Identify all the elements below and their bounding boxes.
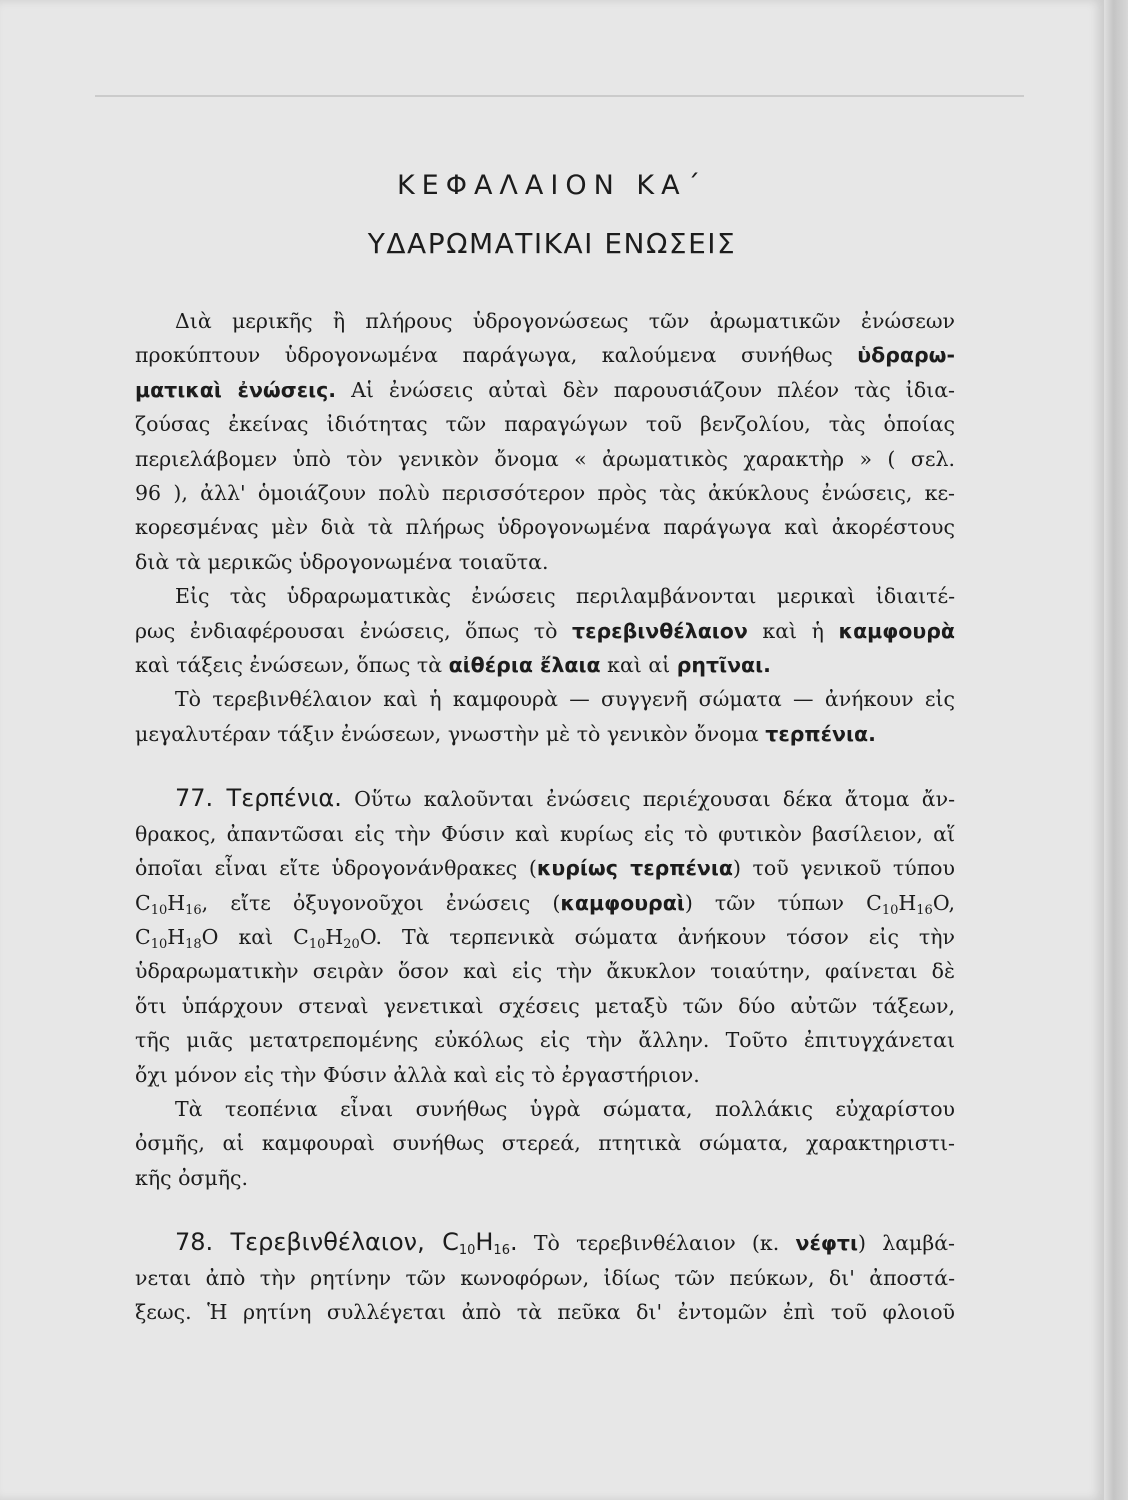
- bold-term: ὑδραρω-: [857, 343, 955, 368]
- bold-term: ρητῖναι.: [676, 653, 771, 678]
- formula: $C_{10}H_{16}O$: [866, 890, 949, 918]
- text-line: μεγαλυτέραν τάξιν ἐνώσεων, γνωστὴν μὲ τὸ γενικὸν ὄνομα τερπένια.: [135, 721, 876, 746]
- text-line: νεται ἀπὸ τὴν ρητίνην τῶν κωνοφόρων, ἰδίως τῶν πεύκων, δι' ἀποστά-: [135, 1265, 955, 1290]
- text-line: περιελάβομεν ὑπὸ τὸν γενικὸν ὄνομα « ἀρωματικὸς χαρακτὴρ » ( σελ.: [135, 446, 955, 471]
- bold-term: καμφουρὰ: [838, 618, 955, 643]
- text-line: ὁποῖαι εἶναι εἴτε ὑδρογονάνθρακες (κυρίως τερπένια) τοῦ γενικοῦ τύπου: [135, 856, 955, 881]
- text-line: Διὰ μερικῆς ἢ πλήρους ὑδρογονώσεως τῶν ἀρωματικῶν ἐνώσεων: [175, 309, 955, 333]
- formula: $C_{10}H_{16}$: [135, 890, 202, 918]
- page-edge: [1104, 0, 1128, 1500]
- text-line: $C_{10}H_{16}$, εἴτε ὀξυγονοῦχοι ἐνώσεις (καμφουραὶ) τῶν τύπων $C_{10}H_{16}O$,: [135, 890, 955, 918]
- text-line: τῆς μιᾶς μετατρεπομένης εὐκόλως εἰς τὴν ἄλλην. Τοῦτο ἐπιτυγχάνεται: [135, 1028, 955, 1053]
- bold-term: αἰθέρια ἔλαια: [448, 653, 601, 678]
- bold-term: τερπένια.: [765, 721, 876, 746]
- bold-term: τερεβινθέλαιον: [572, 618, 748, 643]
- formula: $C_{10}H_{18}O$: [135, 924, 219, 952]
- text-line: 96 ), ἀλλ' ὁμοιάζουν πολὺ περισσότερον πρὸς τὰς ἀκύκλους ἐνώσεις, κε-: [135, 481, 955, 506]
- text-line: Τὰ τεοπένια εἶναι συνήθως ὑγρὰ σώματα, πολλάκις εὐχαρίστου: [175, 1096, 955, 1121]
- text-line: 77. Τερπένια. Οὕτω καλοῦνται ἐνώσεις περιέχουσαι δέκα ἄτομα ἄν-: [175, 784, 955, 813]
- text-line: κορεσμένας μὲν διὰ τὰ πλήρως ὑδρογονωμένα παράγωγα καὶ ἀκορέστους: [135, 515, 955, 540]
- text-line: Τὸ τερεβινθέλαιον καὶ ἡ καμφουρὰ — συγγενῆ σώματα — ἀνήκουν εἰς: [175, 687, 955, 712]
- text-line: κῆς ὀσμῆς.: [135, 1165, 249, 1190]
- bold-term: ματικαὶ ἐνώσεις.: [135, 377, 337, 402]
- bold-term: νέφτι: [795, 1231, 858, 1256]
- section-heading-77: 77. Τερπένια.: [175, 784, 342, 813]
- page-body: [135, 304, 955, 1329]
- text-line: ματικαὶ ἐνώσεις. Αἱ ἐνώσεις αὐταὶ δὲν παρουσιάζουν πλέον τὰς ἰδια-: [135, 377, 955, 402]
- text-line: ὀσμῆς, αἱ καμφουραὶ συνήθως στερεά, πτητικὰ σώματα, χαρακτηριστι-: [135, 1131, 955, 1156]
- text-line: 78. Τερεβινθέλαιον, $C_{10}H_{16}$. Τὸ τερεβινθέλαιον (κ. νέφτι) λαμβά-: [175, 1228, 955, 1259]
- chapter-title: ΥΔΑΡΩΜΑΤΙΚΑΙ ΕΝΩΣΕΙΣ: [367, 227, 737, 260]
- section-heading-78: 78. Τερεβινθέλαιον, $C_{10}H_{16}$.: [175, 1228, 518, 1259]
- bold-term: κυρίως τερπένια: [536, 856, 733, 881]
- formula: $C_{10}H_{16}$: [442, 1228, 510, 1259]
- text-line: καὶ τάξεις ἐνώσεων, ὅπως τὰ αἰθέρια ἔλαια καὶ αἱ ρητῖναι.: [135, 653, 771, 678]
- text-line: ζούσας ἐκείνας ἰδιότητας τῶν παραγώγων τοῦ βενζολίου, τὰς ὁποίας: [135, 412, 955, 437]
- text-line: θρακος, ἀπαντῶσαι εἰς τὴν Φύσιν καὶ κυρίως εἰς τὸ φυτικὸν βασίλειον, αἵ: [135, 821, 955, 846]
- text-line: ὅτι ὑπάρχουν στεναὶ γενετικαὶ σχέσεις μεταξὺ τῶν δύο αὐτῶν τάξεων,: [135, 993, 955, 1018]
- text-line: $C_{10}H_{18}O$ καὶ $C_{10}H_{20}O$. Τὰ τερπενικὰ σώματα ἀνήκουν τόσον εἰς τὴν: [135, 924, 955, 952]
- bleed-through-header: [95, 55, 1024, 97]
- text-line: ὑδραρωματικὴν σειρὰν ὅσον καὶ εἰς τὴν ἄκυκλον τοιαύτην, φαίνεται δὲ: [135, 959, 955, 984]
- text-line: ὄχι μόνον εἰς τὴν Φύσιν ἀλλὰ καὶ εἰς τὸ ἐργαστήριον.: [135, 1062, 700, 1087]
- chapter-number: ΚΕΦΑΛΑΙΟΝ ΚΑ΄: [396, 170, 708, 201]
- text-line: διὰ τὰ μερικῶς ὑδρογονωμένα τοιαῦτα.: [135, 549, 549, 574]
- text-line: ρως ἐνδιαφέρουσαι ἐνώσεις, ὅπως τὸ τερεβινθέλαιον καὶ ἡ καμφουρὰ: [135, 618, 955, 643]
- text-line: Εἰς τὰς ὑδραρωματικὰς ἐνώσεις περιλαμβάνονται μερικαὶ ἰδιαιτέ-: [175, 584, 955, 609]
- text-line: ξεως. Ἡ ρητίνη συλλέγεται ἀπὸ τὰ πεῦκα δι' ἐντομῶν ἐπὶ τοῦ φλοιοῦ: [135, 1299, 955, 1324]
- bold-term: καμφουραὶ: [560, 890, 685, 915]
- formula: $C_{10}H_{20}O$: [293, 924, 376, 952]
- text-line: προκύπτουν ὑδρογονωμένα παράγωγα, καλούμενα συνήθως ὑδραρω-: [135, 343, 955, 368]
